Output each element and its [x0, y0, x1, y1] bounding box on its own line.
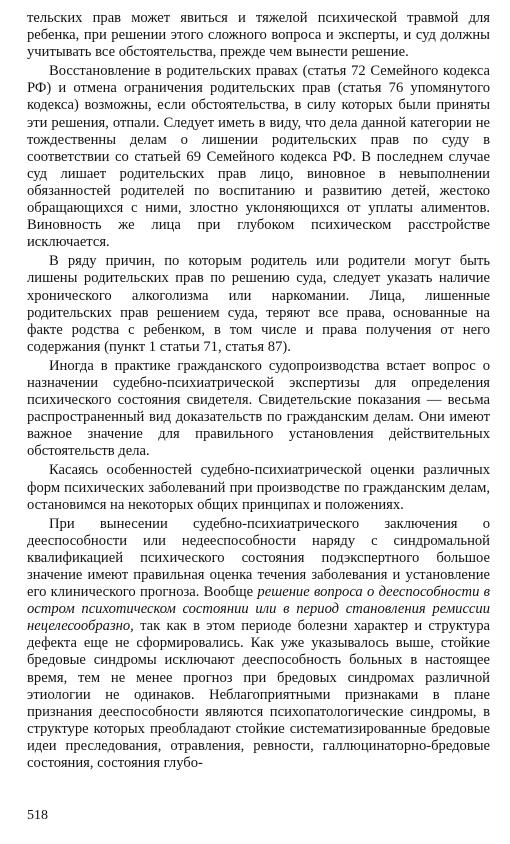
paragraph-1	[27, 10, 490, 61]
paragraph-5-text: Касаясь особенностей судебно-психиатрической оценки различных форм психических заболеваний при производстве по гражданским делам, остановимся на некоторых общих принципах и положениях.	[27, 462, 490, 513]
paragraph-6	[27, 516, 490, 772]
paragraph-2	[27, 63, 490, 251]
paragraph-6-text-a: При вынесении судебно-психиатрического заключения о дееспособности или недееспособности наряду с синдромальной квалификацией психического состояния подэкспертного большое значение имеют правильная оценка течения заболевания и установление его клинического прогноза. Вообще	[27, 515, 490, 601]
page-number: 518	[27, 808, 48, 823]
paragraph-6-italic-emphasis: решение вопроса о дееспособности в остром психотическом состоянии или в период становления ремиссии нецелесообразно,	[27, 584, 490, 635]
paragraph-1-text: тельских прав может явиться и тяжелой психической травмой для ребенка, при решении этого сложного вопроса и эксперты, и суд должны учитывать все обстоятельства, прежде чем вынести решение.	[27, 10, 490, 61]
paragraph-2-text: Восстановление в родительских правах (статья 72 Семейного кодекса РФ) и отмена ограничения родительских прав (статья 76 упомянутого кодекса) возможны, если обстоятельства, в силу которых были приняты эти решения, отпали. Следует иметь в виду, что дела данной категории не тождественны делам о лишении родительских прав по суду в соответствии со статьей 69 Семейного кодекса РФ. В последнем случае суд лишает родительских прав лицо, виновное в невыполнении обязанностей родителей по воспитанию и развитию детей, жестоко обращающихся с ними, злостно уклоняющихся от уплаты алиментов. Виновность же лица при глубоком психическом расстройстве исключается.	[27, 63, 490, 251]
page-text	[27, 10, 490, 772]
paragraph-5	[27, 462, 490, 513]
paragraph-4	[27, 358, 490, 461]
paragraph-6-text-b: так как в этом периоде болезни характер и структура дефекта еще не сформировались. Как уже указывалось выше, стойкие бредовые синдромы исключают дееспособность больных в настоящее время, тем не менее прогноз при бредовых синдромах различной этиологии не одинаков. Неблагоприятными признаками в плане признания дееспособности являются психопатологические синдромы, в структуре которых преобладают стойкие систематизированные бредовые идеи преследования, отравления, ревности, галлюцинаторно-бредовые состояния, состояния глубо-	[27, 618, 490, 772]
paragraph-3-text: В ряду причин, по которым родитель или родители могут быть лишены родительских прав по решению суда, следует указать наличие хронического алкоголизма или наркомании. Лица, лишенные родительских прав решением суда, теряют все права, основанные на факте родства с ребенком, в том числе и права получения от него содержания (пункт 1 статьи 71, статья 87).	[27, 253, 490, 355]
paragraph-4-text: Иногда в практике гражданского судопроизводства встает вопрос о назначении судебно-психиатрической экспертизы для определения психического состояния свидетеля. Свидетельские показания — весьма распространенный вид доказательств по гражданским делам. Они имеют важное значение для правильного установления действительных обстоятельств дела.	[27, 357, 490, 460]
paragraph-3	[27, 253, 490, 356]
